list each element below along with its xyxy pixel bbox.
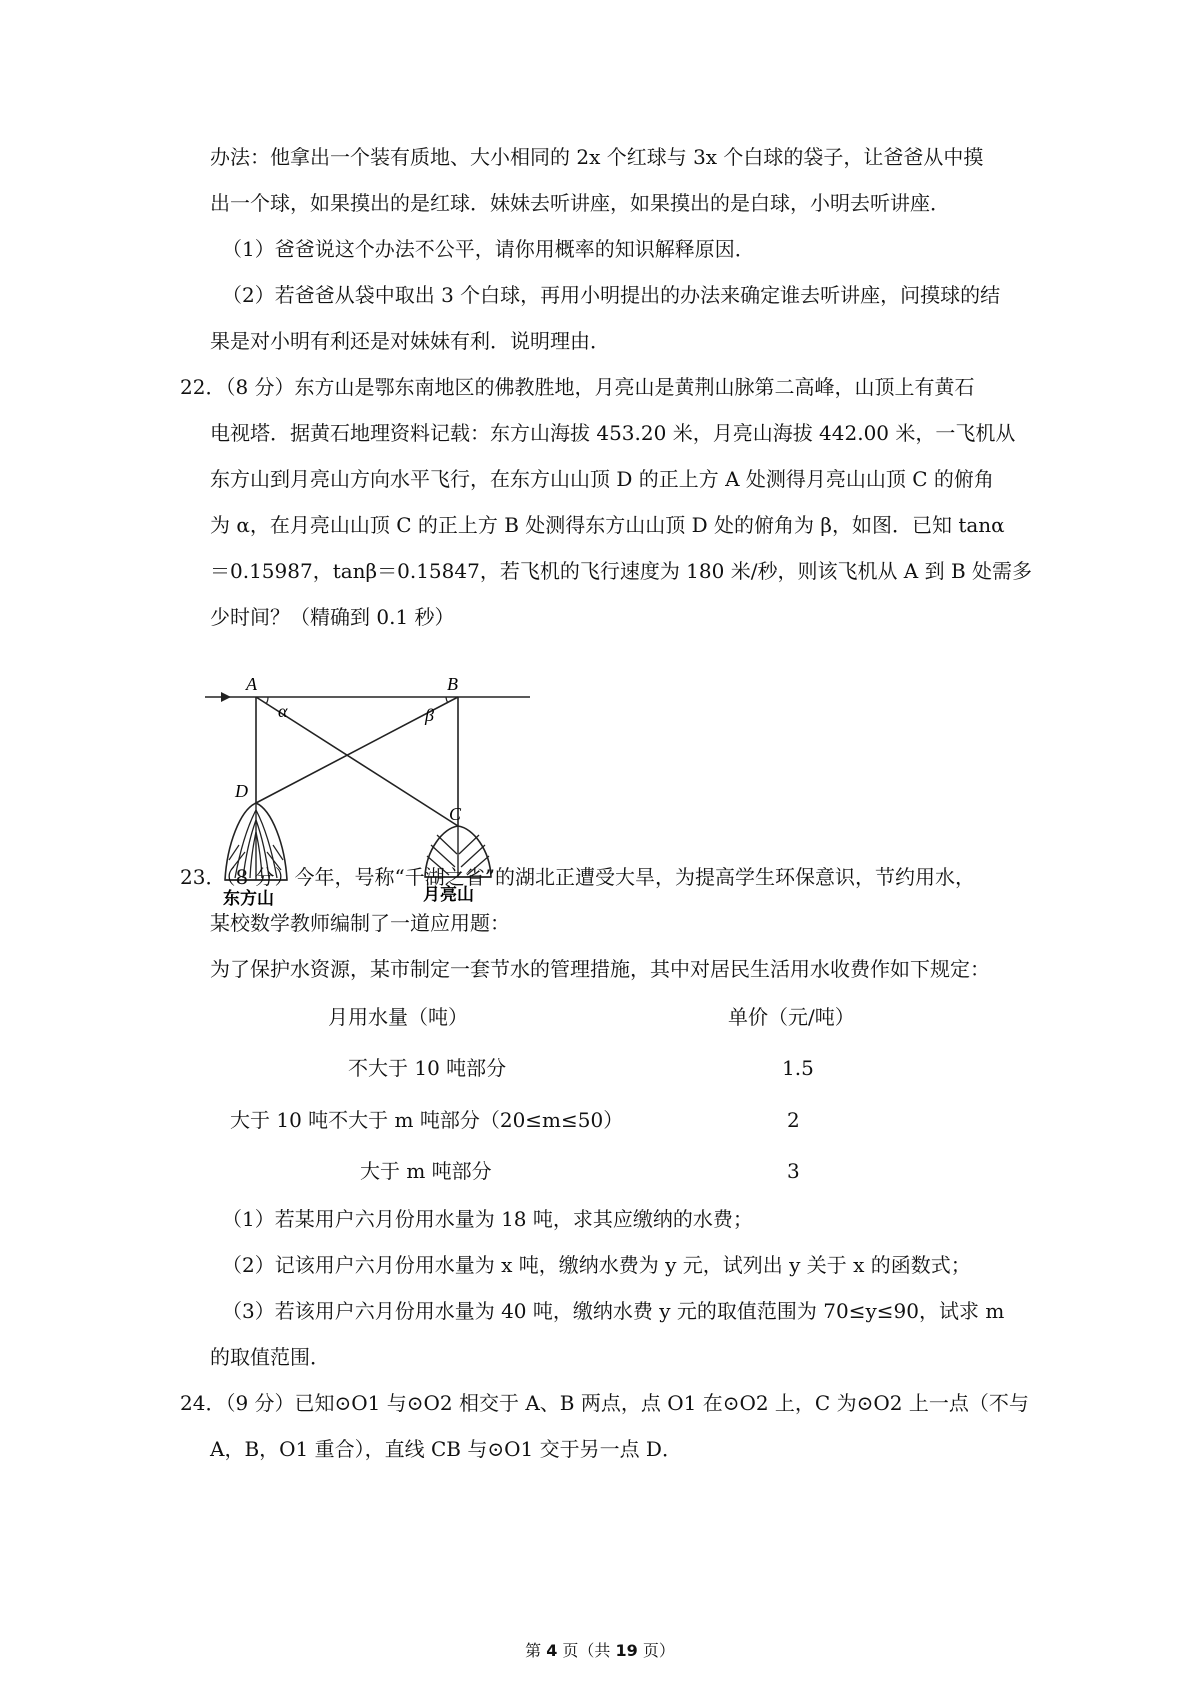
q23-sub-2: （2）记该用户六月份用水量为 x 吨，缴纳水费为 y 元，试列出 y 关于 x 的函数式； <box>222 1253 971 1277</box>
q22-line-6: 少时间？（精确到 0.1 秒） <box>210 605 455 629</box>
table-header-left: 月用水量（吨） <box>328 1005 468 1029</box>
q23-sub-3a: （3）若该用户六月份用水量为 40 吨，缴纳水费 y 元的取值范围为 70≤y≤90，试求 m <box>222 1299 1005 1323</box>
q21-sub-1: （1）爸爸说这个办法不公平，请你用概率的知识解释原因． <box>222 237 755 261</box>
q22-line-3: 东方山到月亮山方向水平飞行，在东方山山顶 D 的正上方 A 处测得月亮山山顶 C 的俯角 <box>210 467 994 491</box>
q23-sub-3b: 的取值范围． <box>210 1345 330 1369</box>
table-row-2-price: 2 <box>787 1108 800 1132</box>
q21-sub-2a: （2）若爸爸从袋中取出 3 个白球，再用小明提出的办法来确定谁去听讲座，问摸球的结 <box>222 283 1001 307</box>
footer-total-pages: 19 <box>615 1641 638 1660</box>
label-beta: β <box>425 705 434 725</box>
label-B: B <box>447 674 458 694</box>
footer-prefix: 第 <box>525 1641 542 1660</box>
label-alpha: α <box>278 701 288 721</box>
q21-line-1: 办法：他拿出一个装有质地、大小相同的 2x 个红球与 3x 个白球的袋子，让爸爸从中摸 <box>210 145 984 169</box>
mountain-right-label: 月亮山 <box>423 885 474 905</box>
label-C: C <box>449 804 462 824</box>
q24-line-2: A，B，O1 重合），直线 CB 与⊙O1 交于另一点 D． <box>210 1437 682 1461</box>
q23-line-2: 某校数学教师编制了一道应用题： <box>210 911 510 935</box>
table-row-1-price: 1.5 <box>782 1056 814 1080</box>
q21-line-2: 出一个球，如果摸出的是红球．妹妹去听讲座，如果摸出的是白球，小明去听讲座． <box>210 191 950 215</box>
label-D: D <box>235 781 248 801</box>
q22-line-2: 电视塔．据黄石地理资料记载：东方山海拔 453.20 米，月亮山海拔 442.00 米，一飞机从 <box>210 421 1016 445</box>
q22-line-4: 为 α，在月亮山山顶 C 的正上方 B 处测得东方山山顶 D 处的俯角为 β，如图．已知 tanα <box>210 513 1005 537</box>
q24-line-1: 24．（9 分）已知⊙O1 与⊙O2 相交于 A、B 两点，点 O1 在⊙O2 上，C 为⊙O2 上一点（不与 <box>180 1391 1029 1415</box>
q23-line-3: 为了保护水资源，某市制定一套节水的管理措施，其中对居民生活用水收费作如下规定： <box>210 957 990 981</box>
q22-line-1: 22．（8 分）东方山是鄂东南地区的佛教胜地，月亮山是黄荆山脉第二高峰，山顶上有黄石 <box>180 375 975 399</box>
angle-beta-arc <box>446 697 448 703</box>
mountain-left-label: 东方山 <box>223 889 274 909</box>
q21-sub-2b: 果是对小明有利还是对妹妹有利．说明理由． <box>210 329 610 353</box>
angle-alpha-arc <box>266 697 268 704</box>
label-A: A <box>246 674 257 694</box>
arrow-icon <box>221 692 231 702</box>
table-row-3-price: 3 <box>787 1159 800 1183</box>
table-row-1-range: 不大于 10 吨部分 <box>348 1056 507 1080</box>
footer-suffix: 页） <box>642 1641 675 1660</box>
q23-sub-1: （1）若某用户六月份用水量为 18 吨，求其应缴纳的水费； <box>222 1207 753 1231</box>
table-row-2-range: 大于 10 吨不大于 m 吨部分（20≤m≤50） <box>230 1108 624 1132</box>
table-header-right: 单价（元/吨） <box>728 1005 855 1029</box>
page-footer <box>0 1640 1200 1662</box>
q22-line-5: ＝0.15987，tanβ＝0.15847，若飞机的飞行速度为 180 米/秒，则该飞机从 A 到 B 处需多 <box>210 559 1033 583</box>
footer-middle: 页（共 <box>562 1641 611 1660</box>
table-row-3-range: 大于 m 吨部分 <box>360 1159 492 1183</box>
footer-page-number: 4 <box>546 1641 558 1660</box>
q23-line-1: 23．（8 分）今年，号称“千湖之省”的湖北正遭受大旱，为提高学生环保意识，节约用水， <box>180 865 975 889</box>
